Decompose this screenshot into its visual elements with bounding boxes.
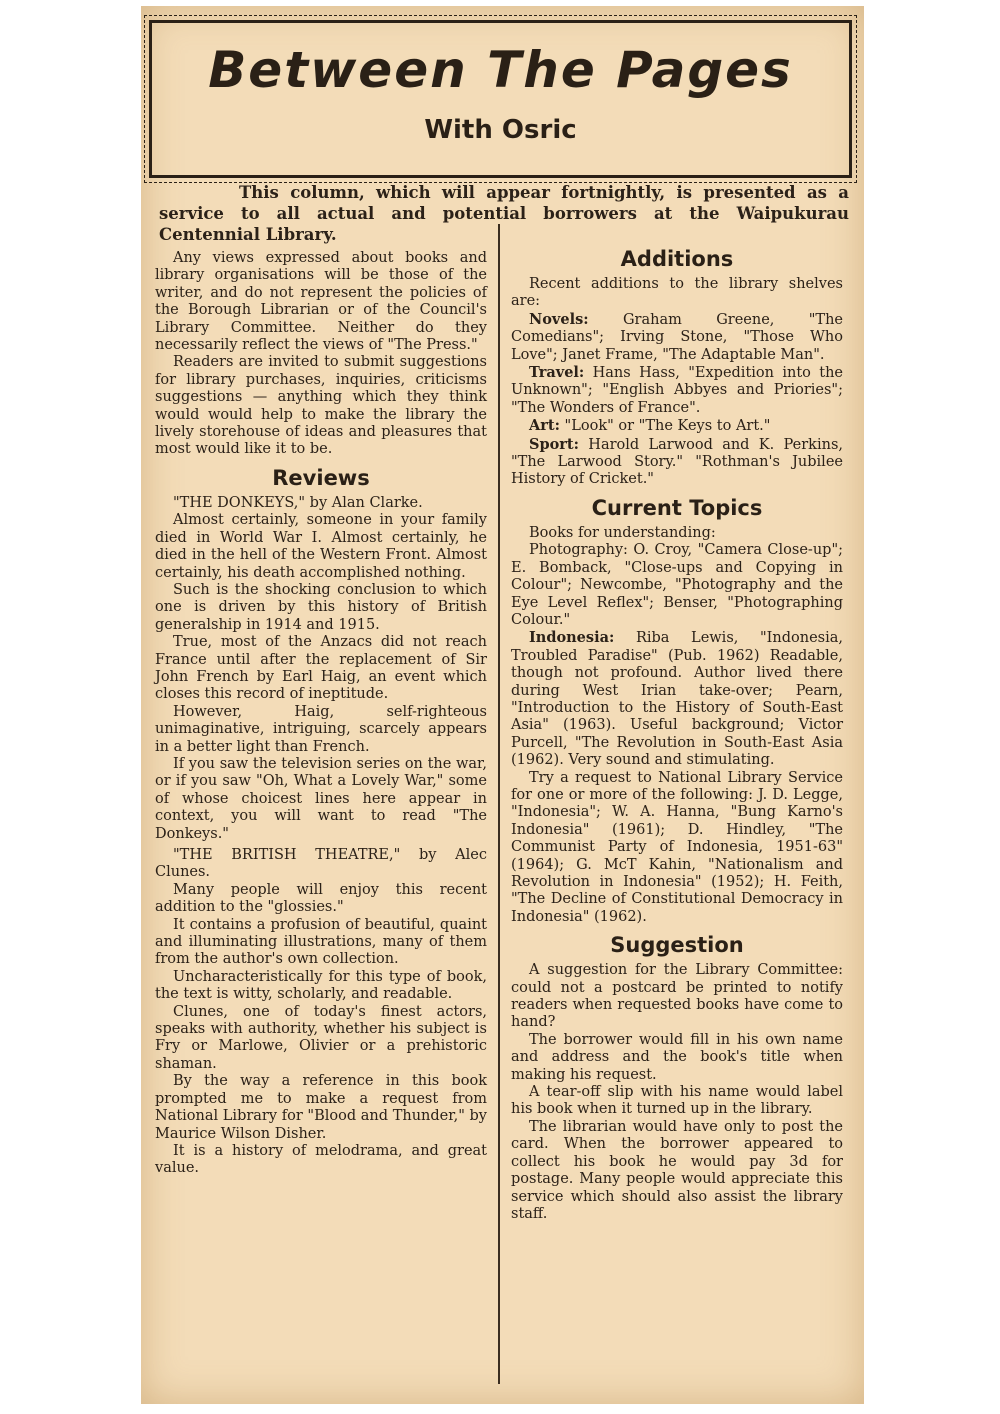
disclaimer-paragraph: Any views expressed about books and library organisations will be those of the writer, and do not represent the policies of the Borough Librarian or of the Council's Library Committee. Neither do they necessarily reflect the views of "The Press."	[155, 250, 487, 354]
art-text: "Look" or "The Keys to Art."	[559, 418, 771, 435]
column-title: Between The Pages	[208, 41, 793, 99]
review-1-title: "THE DONKEYS," by Alan Clarke.	[173, 494, 423, 511]
masthead-box	[149, 20, 852, 178]
art-label: Art:	[529, 417, 560, 435]
review-2-paragraph: It contains a profusion of beautiful, quaint and illuminating illustrations, many of them from the author's own collection.	[155, 916, 487, 968]
review-2-title: "THE BRITISH THEATRE," by Alec Clunes.	[155, 847, 487, 881]
suggestion-paragraph: The librarian would have only to post the card. When the borrower appeared to collect his book he would pay 3d for postage. Many people would appreciate this service which should also assist the library staff.	[511, 1118, 843, 1222]
column-divider	[498, 224, 500, 1384]
sport-label: Sport:	[529, 435, 579, 453]
review-1-paragraph: True, most of the Anzacs did not reach France until after the replacement of Sir John French by Earl Haig, an event which closes this record of ineptitude.	[155, 634, 487, 703]
topics-request: Try a request to National Library Service for one or more of the following: J. D. Legge, "Indonesia"; W. A. Hanna, "Bung Karno's Indonesia" (1961); D. Hindley, "The Communist Party of Indonesia, 1951-63" (1964); G. McT Kahin, "Nationalism and Revolution in Indonesia" (1952); H. Feith, "The Decline of Constitutional Democracy in Indonesia" (1962).	[511, 769, 843, 925]
topics-intro: Books for understanding:	[529, 524, 716, 541]
additions-intro: Recent additions to the library shelves are:	[511, 276, 843, 310]
indonesia-label: Indonesia:	[529, 629, 615, 647]
suggestion-paragraph: A suggestion for the Library Committee: could not a postcard be printed to notify readers when requested books have come to hand?	[511, 962, 843, 1031]
topics-indonesia	[511, 629, 843, 769]
intro-paragraph: This column, which will appear fortnightly, is presented as a service to all actual and potential borrowers at the Waipukurau Centennial Library.	[159, 183, 849, 244]
reviews-heading: Reviews	[272, 465, 370, 490]
sport-text: Harold Larwood and K. Perkins, "The Larwood Story." "Rothman's Jubilee History of Cricket."	[511, 436, 843, 488]
indonesia-text: Riba Lewis, "Indonesia, Troubled Paradise" (Pub. 1962) Readable, though not profound. Author lived there during West Irian take-over; Pearn, "Introduction to the History of South-East Asia" (1963). Useful background; Victor Purcell, "The Revolution in South-East Asia (1962). Very sound and stimulating.	[511, 630, 843, 769]
travel-label: Travel:	[529, 364, 585, 382]
column-byline: With Osric	[424, 115, 577, 145]
left-column	[155, 250, 487, 1178]
review-2-paragraph: Uncharacteristically for this type of book, the text is witty, scholarly, and readable.	[155, 968, 487, 1003]
review-1-paragraph: Such is the shocking conclusion to which one is driven by this history of British generalship in 1914 and 1915.	[155, 581, 487, 633]
novels-label: Novels:	[529, 310, 589, 328]
additions-heading: Additions	[620, 247, 734, 271]
review-2-paragraph: Clunes, one of today's finest actors, speaks with authority, whether his subject is Fry or Marlowe, Olivier or a prehistoric shaman.	[155, 1003, 487, 1072]
invitation-paragraph: Readers are invited to submit suggestions for library purchases, inquiries, criticisms suggestions — anything which they think would would help to make the library the lively storehouse of ideas and pleasures that most would like it to be.	[155, 354, 487, 458]
review-2-paragraph: Many people will enjoy this recent addition to the "glossies."	[155, 881, 487, 916]
review-2-paragraph: It is a history of melodrama, and great value.	[155, 1142, 487, 1177]
photography-text: O. Croy, "Camera Close-up"; E. Bomback, "Close-ups and Copying in Colour"; Newcombe, "Photography and the Eye Level Reflex"; Benser, "Photographing Colour."	[511, 542, 843, 628]
review-1-paragraph: Almost certainly, someone in your family died in World War I. Almost certainly, he died in the hell of the Western Front. Almost certainly, his death accomplished nothing.	[155, 512, 487, 581]
additions-novels	[511, 311, 843, 364]
review-1-paragraph: However, Haig, self-righteous unimaginative, intriguing, scarcely appears in a better light than French.	[155, 703, 487, 755]
travel-text: Hans Hass, "Expedition into the Unknown"; "English Abbyes and Priories"; "The Wonders of France".	[511, 365, 843, 416]
right-column	[511, 246, 843, 1223]
review-1-paragraph: If you saw the television series on the war, or if you saw "Oh, What a Lovely War," some of whose choicest lines here appear in context, you will want to read "The Donkeys."	[155, 755, 487, 842]
current-topics-heading: Current Topics	[591, 495, 763, 520]
review-2-paragraph: By the way a reference in this book prompted me to make a request from National Library for "Blood and Thunder," by Maurice Wilson Disher.	[155, 1073, 487, 1142]
additions-sport	[511, 436, 843, 489]
novels-text: Graham Greene, "The Comedians"; Irving Stone, "Those Who Love"; Janet Frame, "The Adaptable Man".	[511, 311, 843, 363]
suggestion-paragraph: A tear-off slip with his name would label his book when it turned up in the library.	[511, 1084, 843, 1118]
suggestion-heading: Suggestion	[610, 933, 744, 958]
additions-travel	[511, 364, 843, 417]
additions-art	[511, 417, 843, 435]
photography-label: Photography:	[529, 542, 628, 559]
suggestion-paragraph: The borrower would fill in his own name and address and the book's title when making his request.	[511, 1031, 843, 1083]
newspaper-clipping	[141, 6, 864, 1404]
topics-photography	[511, 542, 843, 629]
